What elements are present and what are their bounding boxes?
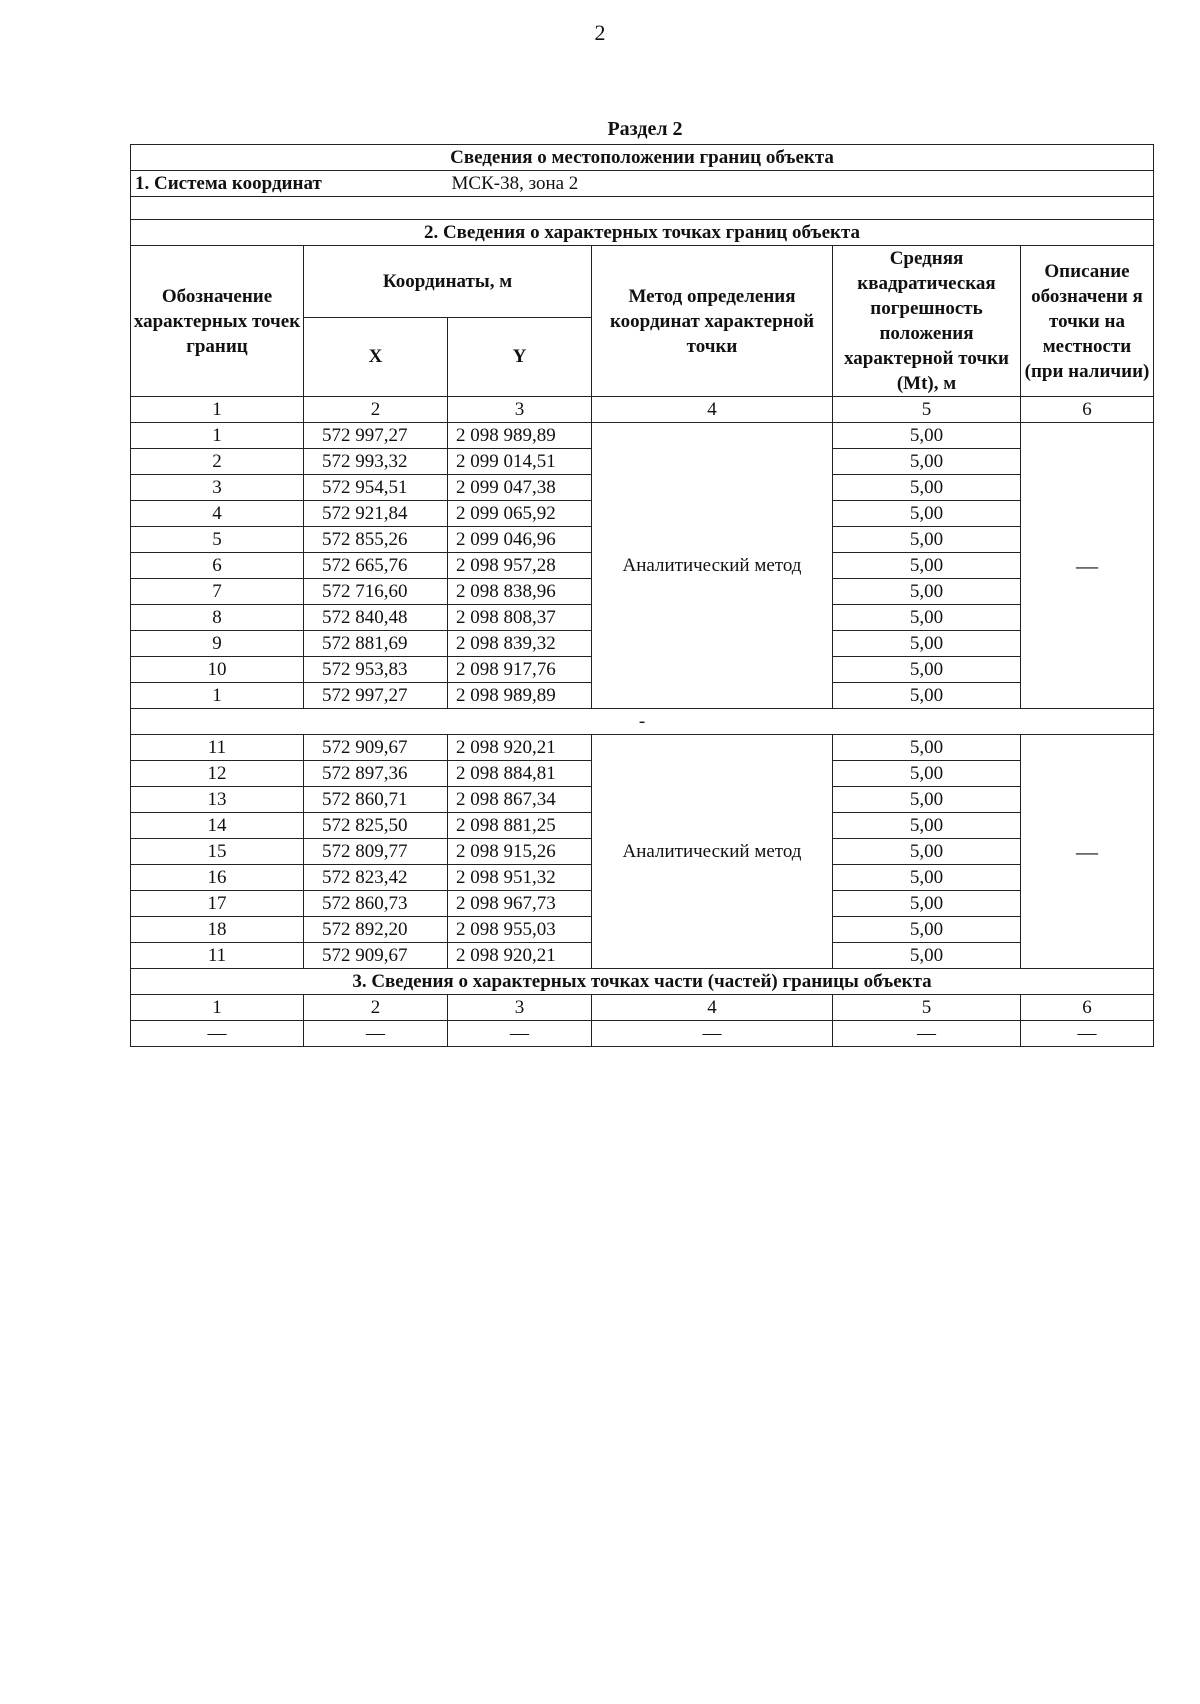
point-number: 8 xyxy=(131,605,304,631)
column-number: 2 xyxy=(304,995,448,1021)
parts-empty-row xyxy=(131,1021,1154,1047)
x-coordinate: 572 809,77 xyxy=(304,839,448,865)
column-number: 2 xyxy=(304,397,448,423)
y-coordinate: 2 098 955,03 xyxy=(448,917,592,943)
coordinate-system-label: 1. Система координат xyxy=(131,171,448,197)
column-number: 1 xyxy=(131,397,304,423)
mt-value: 5,00 xyxy=(833,553,1021,579)
mt-value: 5,00 xyxy=(833,917,1021,943)
y-coordinate: 2 099 014,51 xyxy=(448,449,592,475)
section-title: Раздел 2 xyxy=(607,118,683,140)
y-coordinate: 2 098 917,76 xyxy=(448,657,592,683)
empty-dash: — xyxy=(131,1021,304,1047)
point-number: 11 xyxy=(131,943,304,969)
point-number: 15 xyxy=(131,839,304,865)
header-error: Средняя квадратическая погрешность положения характерной точки (Mt), м xyxy=(833,246,1021,397)
point-number: 12 xyxy=(131,761,304,787)
y-coordinate: 2 098 957,28 xyxy=(448,553,592,579)
point-number: 13 xyxy=(131,787,304,813)
empty-dash: — xyxy=(592,1021,833,1047)
point-number: 7 xyxy=(131,579,304,605)
column-number: 5 xyxy=(833,397,1021,423)
point-number: 17 xyxy=(131,891,304,917)
method-cell: Аналитический метод xyxy=(592,423,833,709)
x-coordinate: 572 997,27 xyxy=(304,683,448,709)
description-cell: — xyxy=(1021,735,1154,969)
header-description: Описание обозначени я точки на местности (при наличии) xyxy=(1021,246,1154,397)
mt-value: 5,00 xyxy=(833,787,1021,813)
point-number: 18 xyxy=(131,917,304,943)
column-number: 6 xyxy=(1021,995,1154,1021)
empty-dash: — xyxy=(833,1021,1021,1047)
point-number: 16 xyxy=(131,865,304,891)
parts-title-row xyxy=(131,969,1154,995)
point-number: 1 xyxy=(131,423,304,449)
point-number: 3 xyxy=(131,475,304,501)
x-coordinate: 572 840,48 xyxy=(304,605,448,631)
y-coordinate: 2 098 838,96 xyxy=(448,579,592,605)
blank-row xyxy=(131,197,1154,220)
table-row xyxy=(131,423,1154,449)
column-number: 4 xyxy=(592,397,833,423)
mt-value: 5,00 xyxy=(833,501,1021,527)
mt-value: 5,00 xyxy=(833,605,1021,631)
point-number: 10 xyxy=(131,657,304,683)
mt-value: 5,00 xyxy=(833,761,1021,787)
point-number: 9 xyxy=(131,631,304,657)
y-coordinate: 2 099 046,96 xyxy=(448,527,592,553)
x-coordinate: 572 881,69 xyxy=(304,631,448,657)
y-coordinate: 2 099 047,38 xyxy=(448,475,592,501)
boundary-table xyxy=(130,144,1154,1047)
header-coordinates: Координаты, м xyxy=(304,246,592,318)
empty-dash: — xyxy=(1021,1021,1154,1047)
x-coordinate: 572 997,27 xyxy=(304,423,448,449)
header-designation: Обозначение характерных точек границ xyxy=(131,246,304,397)
separator-row xyxy=(131,709,1154,735)
parts-numbers-row xyxy=(131,995,1154,1021)
point-number: 4 xyxy=(131,501,304,527)
x-coordinate: 572 921,84 xyxy=(304,501,448,527)
x-coordinate: 572 860,73 xyxy=(304,891,448,917)
column-number: 3 xyxy=(448,397,592,423)
y-coordinate: 2 098 839,32 xyxy=(448,631,592,657)
y-coordinate: 2 099 065,92 xyxy=(448,501,592,527)
y-coordinate: 2 098 881,25 xyxy=(448,813,592,839)
points-section-title: 2. Сведения о характерных точках границ объекта xyxy=(131,220,1154,246)
page-number: 2 xyxy=(594,20,606,45)
method-cell: Аналитический метод xyxy=(592,735,833,969)
x-coordinate: 572 892,20 xyxy=(304,917,448,943)
mt-value: 5,00 xyxy=(833,423,1021,449)
mt-value: 5,00 xyxy=(833,943,1021,969)
x-coordinate: 572 897,36 xyxy=(304,761,448,787)
mt-value: 5,00 xyxy=(833,527,1021,553)
mt-value: 5,00 xyxy=(833,579,1021,605)
table-row xyxy=(131,735,1154,761)
y-coordinate: 2 098 920,21 xyxy=(448,735,592,761)
mt-value: 5,00 xyxy=(833,813,1021,839)
y-coordinate: 2 098 884,81 xyxy=(448,761,592,787)
x-coordinate: 572 855,26 xyxy=(304,527,448,553)
point-number: 1 xyxy=(131,683,304,709)
empty-dash: — xyxy=(304,1021,448,1047)
header-x: X xyxy=(304,317,448,396)
x-coordinate: 572 823,42 xyxy=(304,865,448,891)
y-coordinate: 2 098 920,21 xyxy=(448,943,592,969)
mt-value: 5,00 xyxy=(833,735,1021,761)
column-number: 3 xyxy=(448,995,592,1021)
description-cell: — xyxy=(1021,423,1154,709)
x-coordinate: 572 993,32 xyxy=(304,449,448,475)
x-coordinate: 572 665,76 xyxy=(304,553,448,579)
y-coordinate: 2 098 989,89 xyxy=(448,423,592,449)
header-y: Y xyxy=(448,317,592,396)
header-method: Метод определения координат характерной точки xyxy=(592,246,833,397)
x-coordinate: 572 860,71 xyxy=(304,787,448,813)
x-coordinate: 572 909,67 xyxy=(304,735,448,761)
column-number: 6 xyxy=(1021,397,1154,423)
point-number: 2 xyxy=(131,449,304,475)
point-number: 11 xyxy=(131,735,304,761)
y-coordinate: 2 098 989,89 xyxy=(448,683,592,709)
y-coordinate: 2 098 867,34 xyxy=(448,787,592,813)
x-coordinate: 572 825,50 xyxy=(304,813,448,839)
x-coordinate: 572 716,60 xyxy=(304,579,448,605)
mt-value: 5,00 xyxy=(833,865,1021,891)
x-coordinate: 572 953,83 xyxy=(304,657,448,683)
column-number: 1 xyxy=(131,995,304,1021)
mt-value: 5,00 xyxy=(833,891,1021,917)
mt-value: 5,00 xyxy=(833,839,1021,865)
coordinate-system-value: МСК-38, зона 2 xyxy=(448,171,1154,197)
mt-value: 5,00 xyxy=(833,657,1021,683)
column-number: 5 xyxy=(833,995,1021,1021)
empty-dash: — xyxy=(448,1021,592,1047)
y-coordinate: 2 098 915,26 xyxy=(448,839,592,865)
y-coordinate: 2 098 808,37 xyxy=(448,605,592,631)
column-number: 4 xyxy=(592,995,833,1021)
point-number: 6 xyxy=(131,553,304,579)
y-coordinate: 2 098 967,73 xyxy=(448,891,592,917)
mt-value: 5,00 xyxy=(833,631,1021,657)
table-title: Сведения о местоположении границ объекта xyxy=(131,145,1154,171)
mt-value: 5,00 xyxy=(833,683,1021,709)
y-coordinate: 2 098 951,32 xyxy=(448,865,592,891)
x-coordinate: 572 954,51 xyxy=(304,475,448,501)
mt-value: 5,00 xyxy=(833,449,1021,475)
mt-value: 5,00 xyxy=(833,475,1021,501)
parts-section-title: 3. Сведения о характерных точках части (частей) границы объекта xyxy=(131,969,1154,995)
separator: - xyxy=(131,709,1154,735)
x-coordinate: 572 909,67 xyxy=(304,943,448,969)
point-number: 5 xyxy=(131,527,304,553)
point-number: 14 xyxy=(131,813,304,839)
